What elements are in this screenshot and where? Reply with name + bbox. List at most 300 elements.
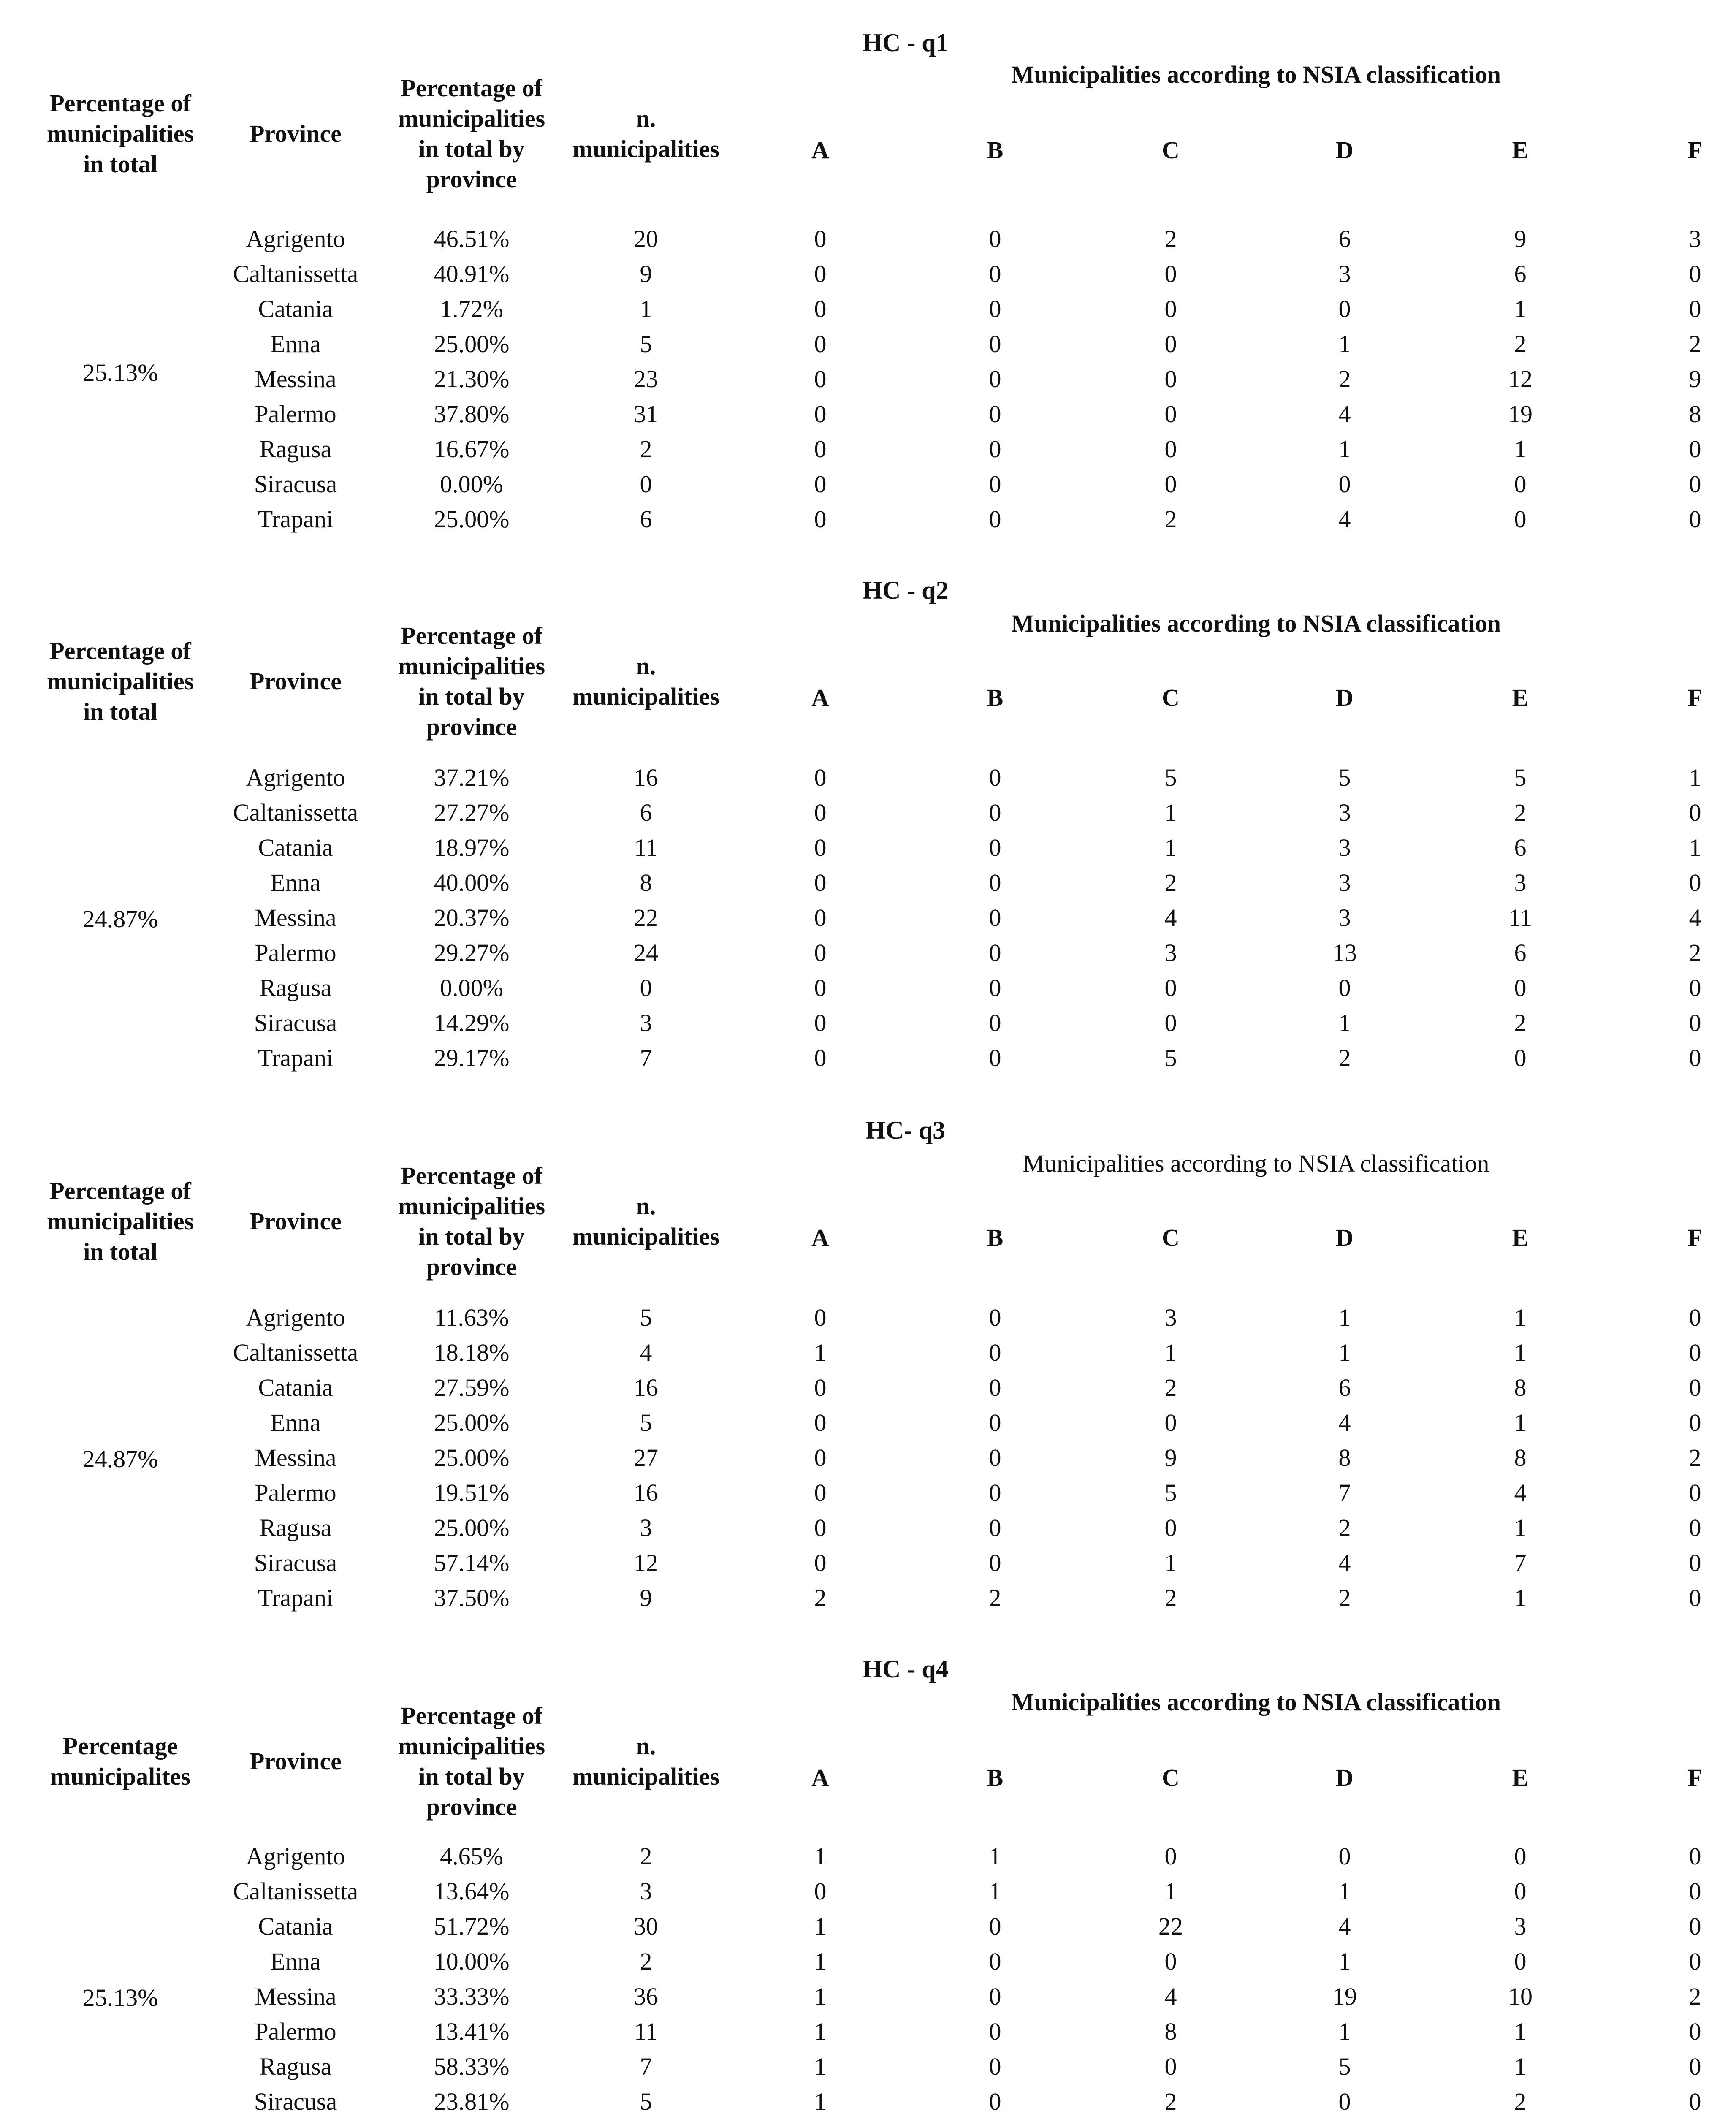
- class-a-cell: 0: [814, 974, 827, 1001]
- n-municipalities-cell: 3: [640, 1878, 652, 1905]
- class-a-cell: 2: [814, 1584, 827, 1612]
- pct-province-cell: 23.81%: [434, 2088, 510, 2111]
- class-e-cell: 12: [1508, 365, 1533, 393]
- class-d-cell: 1: [1338, 1339, 1351, 1366]
- class-f-cell: 0: [1689, 799, 1701, 826]
- class-e-header: E: [1512, 1764, 1529, 1791]
- class-a-header: A: [811, 136, 829, 164]
- class-d-cell: 7: [1338, 1479, 1351, 1506]
- class-b-cell: 0: [989, 1009, 1001, 1037]
- pct-province-cell: 37.50%: [434, 1584, 510, 1612]
- class-e-cell: 6: [1514, 260, 1527, 288]
- province-cell: Catania: [258, 1374, 333, 1401]
- pct-province-cell: 25.00%: [434, 330, 510, 358]
- class-d-cell: 3: [1338, 260, 1351, 288]
- class-a-cell: 0: [814, 1304, 827, 1331]
- class-f-cell: 9: [1689, 365, 1701, 393]
- province-cell: Palermo: [255, 400, 336, 428]
- pct-province-cell: 25.00%: [434, 1409, 510, 1436]
- class-b-cell: 0: [989, 1044, 1001, 1072]
- class-c-cell: 4: [1164, 1983, 1177, 2010]
- n-municipalities-cell: 11: [634, 2018, 658, 2045]
- pct-province-cell: 37.80%: [434, 400, 510, 428]
- class-e-cell: 2: [1514, 2088, 1527, 2111]
- class-d-cell: 1: [1338, 330, 1351, 358]
- class-a-cell: 0: [814, 834, 827, 861]
- class-b-cell: 0: [989, 400, 1001, 428]
- pct-province-cell: 27.59%: [434, 1374, 510, 1401]
- class-d-cell: 3: [1338, 834, 1351, 861]
- pct-total-value: 24.87%: [82, 905, 158, 933]
- class-b-cell: 0: [989, 834, 1001, 861]
- class-b-cell: 0: [989, 2053, 1001, 2080]
- nsia-group-header: Municipalities according to NSIA classification: [1011, 61, 1501, 88]
- class-c-cell: 1: [1164, 1339, 1177, 1366]
- class-c-cell: 0: [1164, 2053, 1177, 2080]
- class-b-cell: 0: [989, 2018, 1001, 2045]
- class-b-cell: 0: [989, 1514, 1001, 1541]
- n-municipalities-cell: 31: [634, 400, 658, 428]
- class-a-cell: 0: [814, 435, 827, 463]
- class-e-cell: 2: [1514, 330, 1527, 358]
- class-b-cell: 0: [989, 869, 1001, 896]
- class-d-header: D: [1336, 1224, 1354, 1251]
- class-c-cell: 0: [1164, 365, 1177, 393]
- pct-province-cell: 19.51%: [434, 1479, 510, 1506]
- class-f-cell: 0: [1689, 1304, 1701, 1331]
- class-d-cell: 19: [1332, 1983, 1357, 2010]
- province-cell: Agrigento: [246, 764, 345, 791]
- class-b-header: B: [987, 1224, 1004, 1251]
- class-f-cell: 1: [1689, 834, 1701, 861]
- province-cell: Caltanissetta: [233, 1339, 358, 1366]
- n-municipalities-cell: 0: [640, 470, 652, 498]
- pct-province-cell: 25.00%: [434, 1444, 510, 1471]
- class-a-cell: 1: [814, 1339, 827, 1366]
- class-f-cell: 0: [1689, 1948, 1701, 1975]
- class-b-cell: 0: [989, 295, 1001, 323]
- class-f-cell: 8: [1689, 400, 1701, 428]
- class-f-cell: 2: [1689, 939, 1701, 966]
- class-d-header: D: [1336, 136, 1354, 164]
- class-e-cell: 8: [1514, 1374, 1527, 1401]
- pct-province-cell: 58.33%: [434, 2053, 510, 2080]
- class-f-cell: 0: [1689, 470, 1701, 498]
- class-f-cell: 0: [1689, 1044, 1701, 1072]
- pct-province-cell: 13.41%: [434, 2018, 510, 2045]
- pct-total-value: 25.13%: [82, 359, 158, 386]
- class-b-cell: 0: [989, 225, 1001, 252]
- province-cell: Trapani: [258, 1584, 334, 1612]
- class-a-cell: 0: [814, 939, 827, 966]
- class-b-cell: 0: [989, 939, 1001, 966]
- class-a-cell: 0: [814, 295, 827, 323]
- class-d-cell: 1: [1338, 1304, 1351, 1331]
- province-cell: Caltanissetta: [233, 260, 358, 288]
- n-municipalities-header: n. municipalities: [572, 1732, 720, 1790]
- class-e-cell: 0: [1514, 1878, 1527, 1905]
- class-f-cell: 0: [1689, 1409, 1701, 1436]
- class-b-cell: 0: [989, 1374, 1001, 1401]
- class-e-header: E: [1512, 1224, 1529, 1251]
- class-e-cell: 2: [1514, 799, 1527, 826]
- class-e-cell: 0: [1514, 1842, 1527, 1870]
- province-cell: Siracusa: [254, 1009, 337, 1037]
- class-b-cell: 0: [989, 1304, 1001, 1331]
- province-cell: Ragusa: [259, 1514, 332, 1541]
- class-e-cell: 5: [1514, 764, 1527, 791]
- class-d-cell: 1: [1338, 1948, 1351, 1975]
- class-b-cell: 0: [989, 505, 1001, 533]
- class-c-cell: 2: [1164, 1584, 1177, 1612]
- class-c-header: C: [1162, 136, 1180, 164]
- n-municipalities-cell: 20: [634, 225, 658, 252]
- class-c-cell: 2: [1164, 505, 1177, 533]
- class-f-cell: 0: [1689, 2018, 1701, 2045]
- class-d-cell: 13: [1332, 939, 1357, 966]
- class-f-cell: 0: [1689, 295, 1701, 323]
- class-a-cell: 0: [814, 260, 827, 288]
- class-c-cell: 9: [1164, 1444, 1177, 1471]
- n-municipalities-cell: 2: [640, 1842, 652, 1870]
- n-municipalities-cell: 7: [640, 1044, 652, 1072]
- pct-province-cell: 16.67%: [434, 435, 510, 463]
- class-e-cell: 11: [1508, 904, 1532, 931]
- class-d-header: D: [1336, 684, 1354, 711]
- n-municipalities-cell: 16: [634, 1479, 658, 1506]
- n-municipalities-cell: 5: [640, 330, 652, 358]
- class-b-cell: 0: [989, 764, 1001, 791]
- province-cell: Messina: [255, 904, 336, 931]
- class-c-cell: 1: [1164, 834, 1177, 861]
- n-municipalities-cell: 1: [640, 295, 652, 323]
- table-title: HC - q2: [863, 576, 949, 604]
- class-c-header: C: [1162, 1224, 1180, 1251]
- n-municipalities-cell: 0: [640, 974, 652, 1001]
- class-a-cell: 0: [814, 225, 827, 252]
- class-d-cell: 3: [1338, 904, 1351, 931]
- class-a-cell: 0: [814, 1444, 827, 1471]
- n-municipalities-header: n. municipalities: [572, 105, 720, 163]
- class-c-cell: 3: [1164, 939, 1177, 966]
- class-e-cell: 1: [1514, 1584, 1527, 1612]
- pct-province-cell: 20.37%: [434, 904, 510, 931]
- pct-province-cell: 18.18%: [434, 1339, 510, 1366]
- pct-province-cell: 40.00%: [434, 869, 510, 896]
- n-municipalities-cell: 16: [634, 1374, 658, 1401]
- class-d-cell: 3: [1338, 869, 1351, 896]
- n-municipalities-cell: 9: [640, 1584, 652, 1612]
- class-f-cell: 0: [1689, 1549, 1701, 1576]
- class-a-cell: 0: [814, 1044, 827, 1072]
- n-municipalities-header: n. municipalities: [572, 652, 720, 710]
- class-e-cell: 6: [1514, 939, 1527, 966]
- province-header: Province: [250, 1747, 342, 1775]
- class-d-cell: 0: [1338, 295, 1351, 323]
- province-cell: Siracusa: [254, 2088, 337, 2111]
- class-b-cell: 0: [989, 1549, 1001, 1576]
- class-c-cell: 5: [1164, 1479, 1177, 1506]
- province-cell: Enna: [270, 1948, 321, 1975]
- class-f-cell: 0: [1689, 260, 1701, 288]
- n-municipalities-cell: 6: [640, 799, 652, 826]
- province-cell: Trapani: [258, 505, 334, 533]
- province-header: Province: [250, 120, 342, 147]
- class-e-cell: 1: [1514, 1339, 1527, 1366]
- n-municipalities-cell: 30: [634, 1913, 658, 1940]
- class-c-cell: 2: [1164, 869, 1177, 896]
- class-e-cell: 0: [1514, 505, 1527, 533]
- class-d-cell: 0: [1338, 2088, 1351, 2111]
- pct-province-cell: 13.64%: [434, 1878, 510, 1905]
- class-f-cell: 0: [1689, 1584, 1701, 1612]
- class-f-cell: 0: [1689, 1878, 1701, 1905]
- province-cell: Palermo: [255, 2018, 336, 2045]
- table-title: HC- q3: [865, 1116, 946, 1144]
- nsia-group-header: Municipalities according to NSIA classification: [1023, 1150, 1489, 1177]
- pct-province-cell: 0.00%: [440, 974, 503, 1001]
- class-f-header: F: [1687, 136, 1703, 164]
- class-c-cell: 2: [1164, 1374, 1177, 1401]
- class-d-cell: 4: [1338, 505, 1351, 533]
- n-municipalities-cell: 5: [640, 2088, 652, 2111]
- n-municipalities-cell: 23: [634, 365, 658, 393]
- class-f-cell: 0: [1689, 1479, 1701, 1506]
- class-c-cell: 1: [1164, 799, 1177, 826]
- class-e-cell: 0: [1514, 974, 1527, 1001]
- class-c-cell: 0: [1164, 1009, 1177, 1037]
- class-f-header: F: [1687, 1224, 1703, 1251]
- province-cell: Caltanissetta: [233, 799, 358, 826]
- class-a-cell: 0: [814, 1514, 827, 1541]
- class-a-cell: 1: [814, 1842, 827, 1870]
- class-d-cell: 4: [1338, 400, 1351, 428]
- class-f-cell: 0: [1689, 435, 1701, 463]
- pct-total-header: Percentage of municipalities in total: [46, 90, 194, 178]
- table-title: HC - q4: [863, 1655, 949, 1683]
- class-c-cell: 1: [1164, 1878, 1177, 1905]
- class-e-cell: 1: [1514, 295, 1527, 323]
- class-c-cell: 0: [1164, 1409, 1177, 1436]
- class-b-header: B: [987, 684, 1004, 711]
- province-cell: Catania: [258, 834, 333, 861]
- class-a-cell: 0: [814, 400, 827, 428]
- class-e-cell: 0: [1514, 470, 1527, 498]
- class-a-cell: 0: [814, 365, 827, 393]
- class-b-header: B: [987, 136, 1004, 164]
- class-e-cell: 4: [1514, 1479, 1527, 1506]
- pct-province-header: Percentage of municipalities in total by province: [398, 1702, 545, 1821]
- class-e-cell: 1: [1514, 1409, 1527, 1436]
- class-b-cell: 0: [989, 974, 1001, 1001]
- class-a-cell: 0: [814, 799, 827, 826]
- n-municipalities-cell: 4: [640, 1339, 652, 1366]
- class-e-cell: 8: [1514, 1444, 1527, 1471]
- class-f-cell: 0: [1689, 974, 1701, 1001]
- class-e-cell: 1: [1514, 2018, 1527, 2045]
- class-c-cell: 8: [1164, 2018, 1177, 2045]
- class-f-header: F: [1687, 1764, 1703, 1791]
- province-cell: Messina: [255, 365, 336, 393]
- class-d-cell: 5: [1338, 764, 1351, 791]
- pct-province-cell: 4.65%: [440, 1842, 503, 1870]
- class-b-cell: 0: [989, 260, 1001, 288]
- pct-province-cell: 18.97%: [434, 834, 510, 861]
- province-cell: Palermo: [255, 939, 336, 966]
- province-cell: Enna: [270, 330, 321, 358]
- n-municipalities-cell: 8: [640, 869, 652, 896]
- n-municipalities-cell: 5: [640, 1304, 652, 1331]
- pct-province-cell: 46.51%: [434, 225, 510, 252]
- class-b-cell: 0: [989, 1339, 1001, 1366]
- class-f-cell: 0: [1689, 2053, 1701, 2080]
- pct-province-cell: 57.14%: [434, 1549, 510, 1576]
- n-municipalities-cell: 3: [640, 1009, 652, 1037]
- pct-province-cell: 40.91%: [434, 260, 510, 288]
- class-d-cell: 4: [1338, 1913, 1351, 1940]
- class-d-cell: 0: [1338, 974, 1351, 1001]
- province-cell: Ragusa: [259, 435, 332, 463]
- class-a-cell: 0: [814, 1878, 827, 1905]
- class-e-cell: 6: [1514, 834, 1527, 861]
- class-e-cell: 19: [1508, 400, 1533, 428]
- class-b-cell: 0: [989, 904, 1001, 931]
- table-title: HC - q1: [863, 29, 949, 57]
- class-d-cell: 1: [1338, 1878, 1351, 1905]
- n-municipalities-cell: 5: [640, 1409, 652, 1436]
- class-a-header: A: [811, 684, 829, 711]
- pct-province-cell: 14.29%: [434, 1009, 510, 1037]
- class-a-cell: 0: [814, 1009, 827, 1037]
- class-d-cell: 4: [1338, 1549, 1351, 1576]
- class-a-cell: 0: [814, 1479, 827, 1506]
- pct-total-value: 24.87%: [82, 1445, 158, 1473]
- class-b-cell: 0: [989, 435, 1001, 463]
- province-cell: Messina: [255, 1983, 336, 2010]
- pct-province-cell: 51.72%: [434, 1913, 510, 1940]
- pct-province-cell: 1.72%: [440, 295, 503, 323]
- pct-province-cell: 11.63%: [434, 1304, 509, 1331]
- pct-province-cell: 25.00%: [434, 1514, 510, 1541]
- class-c-cell: 22: [1158, 1913, 1183, 1940]
- class-e-cell: 9: [1514, 225, 1527, 252]
- n-municipalities-cell: 27: [634, 1444, 658, 1471]
- pct-province-cell: 25.00%: [434, 505, 510, 533]
- province-cell: Caltanissetta: [233, 1878, 358, 1905]
- class-a-cell: 0: [814, 330, 827, 358]
- class-b-cell: 0: [989, 365, 1001, 393]
- pct-province-cell: 37.21%: [434, 764, 510, 791]
- n-municipalities-cell: 36: [634, 1983, 658, 2010]
- class-c-cell: 2: [1164, 225, 1177, 252]
- class-f-cell: 3: [1689, 225, 1701, 252]
- n-municipalities-cell: 12: [634, 1549, 658, 1576]
- class-f-cell: 0: [1689, 1842, 1701, 1870]
- class-e-cell: 0: [1514, 1044, 1527, 1072]
- n-municipalities-cell: 9: [640, 260, 652, 288]
- class-f-cell: 0: [1689, 1514, 1701, 1541]
- class-d-cell: 6: [1338, 1374, 1351, 1401]
- class-a-cell: 1: [814, 2053, 827, 2080]
- class-d-cell: 5: [1338, 2053, 1351, 2080]
- class-c-cell: 0: [1164, 435, 1177, 463]
- class-e-cell: 2: [1514, 1009, 1527, 1037]
- class-d-cell: 2: [1338, 365, 1351, 393]
- class-a-cell: 0: [814, 470, 827, 498]
- class-f-cell: 0: [1689, 1339, 1701, 1366]
- class-d-cell: 1: [1338, 2018, 1351, 2045]
- class-e-header: E: [1512, 136, 1529, 164]
- n-municipalities-cell: 11: [634, 834, 658, 861]
- class-a-cell: 1: [814, 2018, 827, 2045]
- class-a-cell: 0: [814, 1374, 827, 1401]
- class-d-cell: 2: [1338, 1584, 1351, 1612]
- class-d-cell: 0: [1338, 1842, 1351, 1870]
- n-municipalities-cell: 6: [640, 505, 652, 533]
- class-c-cell: 0: [1164, 470, 1177, 498]
- class-b-cell: 0: [989, 1444, 1001, 1471]
- class-c-cell: 1: [1164, 1549, 1177, 1576]
- class-f-cell: 0: [1689, 2088, 1701, 2111]
- province-cell: Enna: [270, 1409, 321, 1436]
- class-d-cell: 1: [1338, 435, 1351, 463]
- class-b-cell: 0: [989, 1913, 1001, 1940]
- class-a-cell: 1: [814, 1983, 827, 2010]
- class-c-cell: 0: [1164, 1948, 1177, 1975]
- n-municipalities-cell: 22: [634, 904, 658, 931]
- class-f-cell: 2: [1689, 330, 1701, 358]
- class-f-cell: 0: [1689, 505, 1701, 533]
- class-e-cell: 1: [1514, 1514, 1527, 1541]
- class-b-cell: 1: [989, 1878, 1001, 1905]
- province-cell: Siracusa: [254, 470, 337, 498]
- pct-province-cell: 33.33%: [434, 1983, 510, 2010]
- province-cell: Messina: [255, 1444, 336, 1471]
- class-c-cell: 0: [1164, 330, 1177, 358]
- class-a-cell: 0: [814, 869, 827, 896]
- class-e-cell: 1: [1514, 2053, 1527, 2080]
- class-c-cell: 0: [1164, 400, 1177, 428]
- province-cell: Trapani: [258, 1044, 334, 1072]
- class-c-cell: 0: [1164, 1842, 1177, 1870]
- class-d-cell: 0: [1338, 470, 1351, 498]
- class-c-cell: 0: [1164, 260, 1177, 288]
- class-e-cell: 3: [1514, 1913, 1527, 1940]
- class-f-cell: 4: [1689, 904, 1701, 931]
- class-b-cell: 0: [989, 470, 1001, 498]
- class-f-cell: 2: [1689, 1983, 1701, 2010]
- class-c-cell: 5: [1164, 764, 1177, 791]
- class-b-header: B: [987, 1764, 1004, 1791]
- pct-total-header: Percentage of municipalities in total: [46, 637, 194, 725]
- class-d-cell: 8: [1338, 1444, 1351, 1471]
- class-d-cell: 1: [1338, 1009, 1351, 1037]
- class-d-cell: 3: [1338, 799, 1351, 826]
- class-d-cell: 6: [1338, 225, 1351, 252]
- province-cell: Ragusa: [259, 2053, 332, 2080]
- class-c-cell: 5: [1164, 1044, 1177, 1072]
- class-e-cell: 1: [1514, 435, 1527, 463]
- class-a-cell: 0: [814, 764, 827, 791]
- class-b-cell: 0: [989, 1479, 1001, 1506]
- province-cell: Ragusa: [259, 974, 332, 1001]
- class-a-cell: 0: [814, 1549, 827, 1576]
- n-municipalities-cell: 24: [634, 939, 658, 966]
- class-e-cell: 1: [1514, 1304, 1527, 1331]
- pct-province-header: Percentage of municipalities in total by province: [398, 74, 545, 193]
- class-a-cell: 0: [814, 1409, 827, 1436]
- pct-province-cell: 21.30%: [434, 365, 510, 393]
